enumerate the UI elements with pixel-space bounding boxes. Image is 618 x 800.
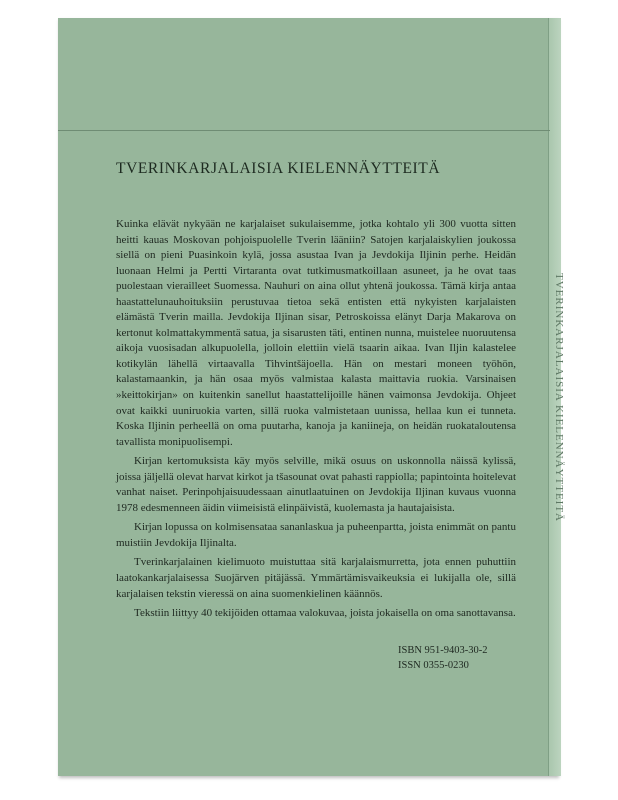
blurb-paragraph-3: Kirjan lopussa on kolmisensataa sananlaskua ja puheenparttа, joista enimmät on pantu muistiin Jevdokija Iljinalta.: [116, 521, 516, 549]
isbn-number: ISBN 951-9403-30-2: [398, 645, 488, 656]
blurb-paragraph-1: Kuinka elävät nykyään ne karjalaiset sukulaisemme, jotka kohtalo yli 300 vuotta sitten heitti kauas Moskovan pohjoispuolelle Tverin lääniin? Satojen karjalaiskylien joukossa siellä on pieni Puasinkoin kylä, jossa asustaa Ivan ja Jevdokija Iljinin perhe. Heidän luonaan Helmi ja Pertti Virtaranta ovat tutkimusmatkoillaan asuneet, ja he ovat taas puolestaan vierailleet Suomessa. Nauhuri on aina ollut yhtenä joukossa. Tämä kirja antaa haastattelunauhoituksiin perustuvaa tietoa sekä entisten että nykyisten karjalaisten elämästä Tverin mailla. Jevdokija Iljinan sisar, Petroskoissa elänyt Darja Makarova on kertonut kolmattakymmentä satua, ja sisarusten täti, entinen nunna, muistelee nuoruutensa aikoja vuosisadan alkupuolella, jolloin elettiin vielä tsaarin aikaa. Ivan Iljin kalastelee kotikylän lähellä virtaavalla Tihvintšäjoella. Hän on mestari moneen työhön, kalastamaankin, ja hän osaa myös valmistaa kalasta maittavia ruokia. Varsinaisen »keittokirjan» on kuitenkin sanellut haastattelijoille hänen vaimonsa Jevdokija. Ohjeet ovat kaikki uuniruokia varten, sillä ruoka valmistetaan uunissa, hellaa kun ei tunneta. Koska Iljinin perheellä on oma puutarha, kanoja ja kaniineja, on heidän ruokataloutensa tavallista monipuolisempi.: [116, 218, 516, 448]
cover-title: TVERINKARJALAISIA KIELENNÄYTTEITÄ: [116, 160, 441, 177]
blurb-text: [116, 217, 516, 626]
isbn-block: [398, 643, 488, 673]
blurb-paragraph-4: Tverinkarjalainen kielimuoto muistuttaa sitä karjalaismurretta, jota ennen puhuttiin laatokankarjalaisessa Suojärven pitäjässä. Ymmärtämisvaikeuksia ei lukijalla ole, sillä karjalaisen tekstin vieressä on aina suomenkielinen käännös.: [116, 556, 516, 600]
issn-number: ISSN 0355-0230: [398, 660, 469, 671]
blurb-paragraph-2: Kirjan kertomuksista käy myös selville, mikä osuus on uskonnolla näissä kylissä, joissa jäljellä olevat harvat kirkot ja tšasounat ovat pahasti rappiolla; papintointa hoitelevat vanhat naiset. Perinpohjaisuudessaan ainutlaatuinen on Jevdokija Iljinan kuvaus vuonna 1978 edesmenneen äidin viimeisistä elinpäivistä, kuolemasta ja hautajaisista.: [116, 455, 516, 514]
blurb-paragraph-5: Tekstiin liittyy 40 tekijöiden ottamaa valokuvaa, joista jokaisella on oma sanottavansa.: [134, 607, 516, 620]
spine-title: TVERINKARJALAISIA KIELENNÄYTTEITÄ: [553, 272, 565, 522]
cover-fold-line: [58, 130, 550, 131]
